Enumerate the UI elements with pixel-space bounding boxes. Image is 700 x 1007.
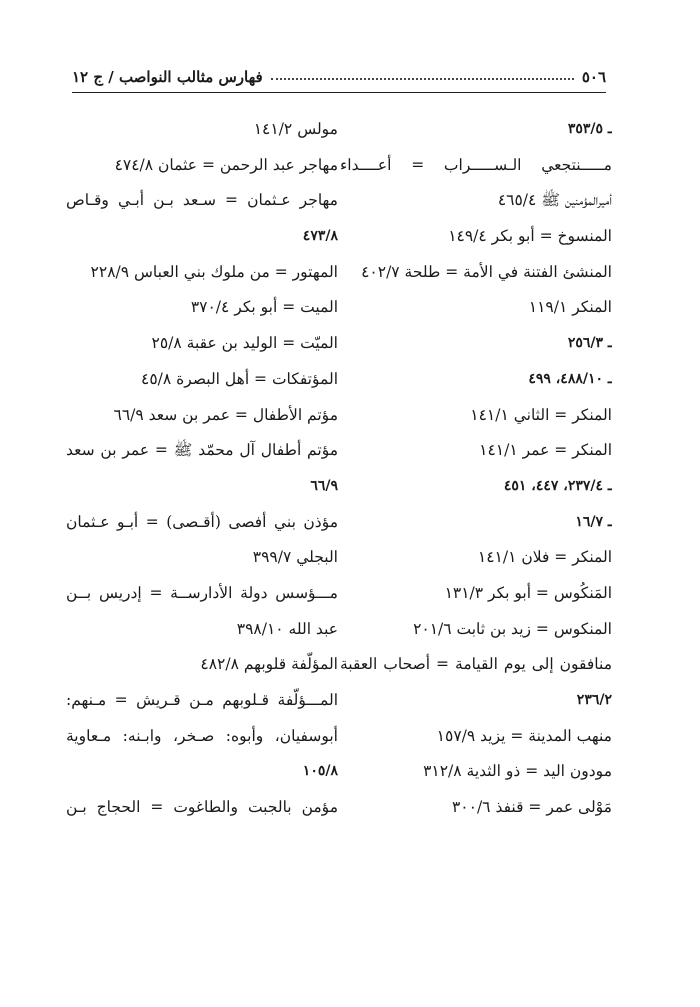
index-entry-line: المنكر = عمر ١٤١/١ <box>479 441 612 460</box>
index-entry-line: مَوْلى عمر = قنفذ ٣٠٠/٦ <box>451 798 612 817</box>
index-entry-line: مهاجر عـثمان = سـعد بـن أبـي وقـاص <box>66 191 338 210</box>
index-entry-line: ١٠٥/٨ <box>302 763 338 780</box>
index-entry-line: ٦٦/٩ <box>310 477 338 494</box>
index-entry-line: أبوسفيان، وأبوه: صـخر، وابـنه: مـعاوية <box>66 726 338 745</box>
index-entry-line: المهتور = من ملوك بني العباس ٢٢٨/٩ <box>90 262 338 281</box>
index-entry-line: المنكوس = زيد بن ثابت ٢٠١/٦ <box>413 619 612 638</box>
index-entry-line: المنكر ١١٩/١ <box>528 298 612 317</box>
index-entry-line: المَنكُوس = أبو بكر ١٣١/٣ <box>444 583 612 602</box>
index-entry-line: المنكر = الثاني ١٤١/١ <box>470 405 612 424</box>
index-entry-line: ٢٣٦/٢ <box>576 692 612 708</box>
index-entry-line: ـ ٢٣٧/٤، ٤٤٧، ٤٥١ <box>503 477 612 494</box>
index-entry-line: مهاجر عبد الرحمن = عثمان ٤٧٤/٨ <box>114 155 338 174</box>
dot-leader <box>271 78 574 80</box>
index-entry-line: المؤلّفة قلوبهم ٤٨٢/٨ <box>200 655 338 674</box>
running-title: فهارس مثالب النواصب / ج ١٢ <box>72 68 263 86</box>
index-entry-line: ـ ٢٥٦/٣ <box>567 335 612 352</box>
index-entry-line: المنشئ الفتنة في الأمة = طلحة ٤٠٢/٧ <box>361 262 612 281</box>
index-entry-line: ـ ١٦/٧ <box>575 513 612 530</box>
index-entry-line: مـــــنتجعي الـســـــراب = أعــــداء <box>340 155 612 174</box>
header-rule <box>72 92 606 93</box>
index-entry-line: منافقون إلى يوم القيامة = أصحاب العقبة <box>340 655 612 674</box>
index-entry-line: المنكر = فلان ١٤١/١ <box>477 548 612 567</box>
index-entry-line: ـ ٤٨٨/١٠، ٤٩٩ <box>528 370 612 387</box>
index-entry-line: الميت = أبو بكر ٣٧٠/٤ <box>190 298 338 317</box>
index-entry-line: مؤتم الأطفال = عمر بن سعد ٦٦/٩ <box>113 405 338 424</box>
index-entry-line: الميّت = الوليد بن عقبة ٢٥/٨ <box>151 334 338 353</box>
index-entry-line: مؤمن بالجبت والطاغوت = الحجاج بـن <box>66 798 338 817</box>
index-entry-line: مـــؤسس دولة الأدارســة = إدريس بــن <box>66 583 338 602</box>
running-header <box>72 58 606 86</box>
index-entry-line: ٤٧٣/٨ <box>302 228 338 245</box>
index-entry-line: ـ ٣٥٣/٥ <box>567 121 612 137</box>
index-entry-line: مولس ١٤١/٢ <box>253 120 338 138</box>
index-column-left <box>66 112 338 826</box>
index-entry-line: أميرالمؤمنين ﷺ ٤٦٥/٤ <box>497 191 612 210</box>
index-entry-line: المنسوخ = أبو بكر ١٤٩/٤ <box>448 227 612 246</box>
page-number: ٥٠٦ <box>581 68 606 86</box>
index-entry-line: المؤتفكات = أهل البصرة ٤٥/٨ <box>141 369 338 388</box>
index-entry-line: مؤذن بني أفصى (أقـصى) = أبـو عـثمان <box>66 512 338 531</box>
index-entry-line: منهب المدينة = يزيد ١٥٧/٩ <box>436 726 612 745</box>
index-entry-line: مودون اليد = ذو الثدية ٣١٢/٨ <box>423 762 612 781</box>
index-entry-line: البجلي ٣٩٩/٧ <box>252 548 338 567</box>
index-column-right <box>340 112 612 826</box>
index-entry-line: عبد الله ٣٩٨/١٠ <box>236 619 338 638</box>
index-entry-line: مؤتم أطفال آل محمّد ﷺ = عمر بن سعد <box>66 441 338 460</box>
index-entry-line: المـــؤلّفة قـلوبهم مـن قـريش = مـنهم: <box>66 691 338 709</box>
